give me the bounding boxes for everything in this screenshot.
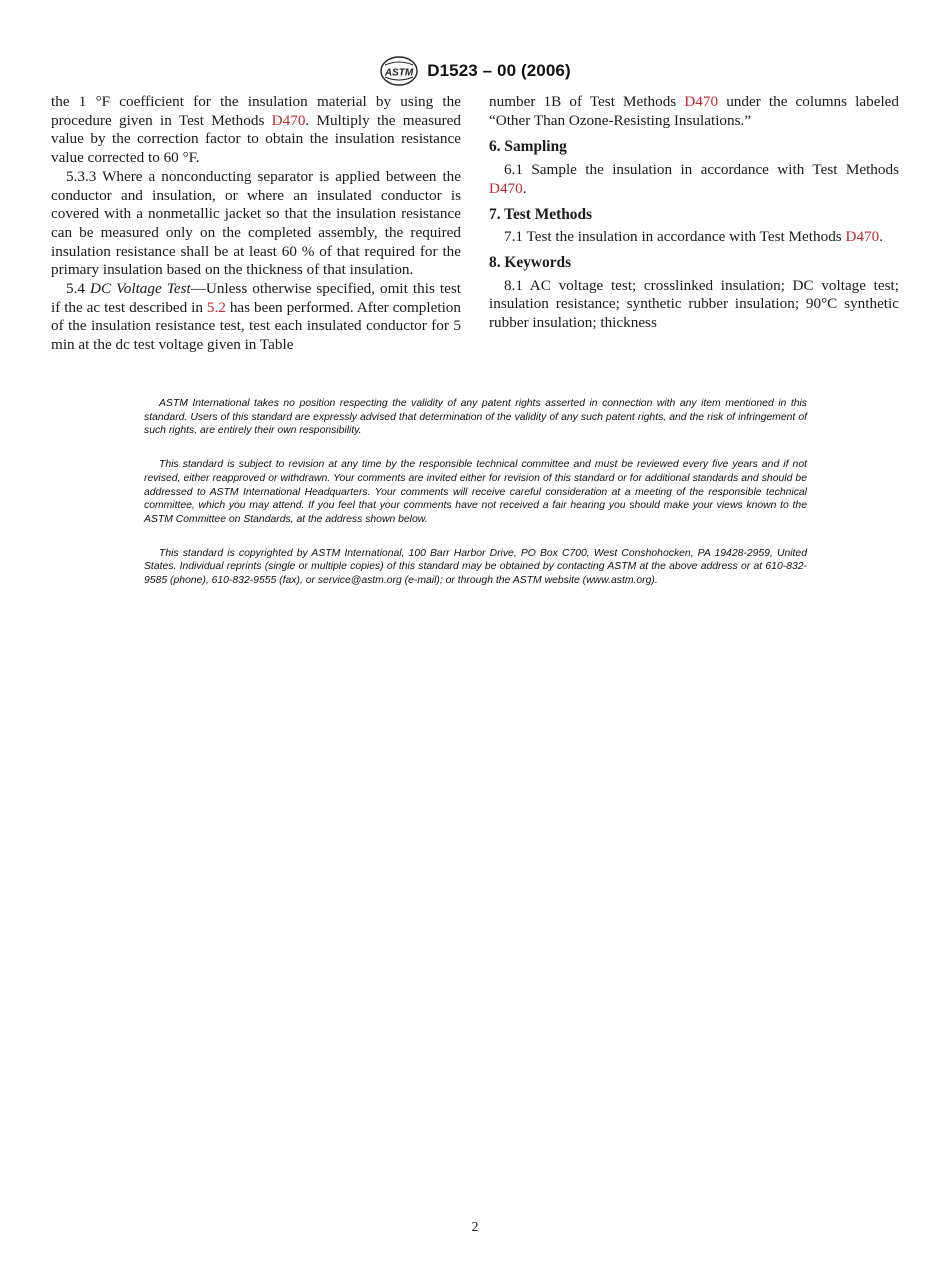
paragraph-5-3-3: 5.3.3 Where a nonconducting separator is applied between the conductor and insulation, or where an insulated conductor is covered with a nonmetallic jacket so that the insulation resistance can be measured only on the completed assembly, the required insulation resistance shall be at least 60 % of that required for the primary insulation based on the thickness of that insulation. [51, 167, 461, 279]
svg-text:ASTM: ASTM [385, 67, 414, 79]
paragraph-5-4: 5.4 DC Voltage Test—Unless otherwise specified, omit this test if the ac test described in 5.2 has been performed. After completion of the insulation resistance test, test each insulated conductor for 5 min at the dc test voltage given in Table [51, 280, 461, 354]
standard-designation: D1523 – 00 (2006) [427, 61, 571, 80]
revision-notice: This standard is subject to revision at any time by the responsible technical committee and must be reviewed every five years and if not revised, either reapproved or withdrawn. Your comments are invited either for revision of this standard or for additional standards and should be addressed to ASTM International Headquarters. Your comments will receive careful consideration at a meeting of the responsible technical committee, which you may attend. If you feel that your comments have not received a fair hearing you should make your views known to the ASTM Committee on Standards, at the address shown below. [144, 459, 807, 525]
section-heading-test-methods: 7. Test Methods [489, 205, 593, 223]
section-heading-sampling: 6. Sampling [489, 138, 567, 156]
paragraph-5-3-2-continued: the 1 °F coefficient for the insulation material by using the procedure given in Test Methods D470. Multiply the measured value by the correction factor to obtain the insulation resistance value corrected to 60 °F. [51, 93, 461, 167]
reference-link-d470[interactable]: D470 [684, 93, 719, 110]
reference-link-d470[interactable]: D470 [489, 179, 523, 197]
dc-voltage-test-title: DC Voltage Test [90, 280, 191, 298]
copyright-notice: This standard is copyrighted by ASTM International, 100 Barr Harbor Drive, PO Box C700, West Conshohocken, PA 19428-2959, United States. Individual reprints (single or multiple copies) of this standard may be obtained by contacting ASTM at the above address or at 610-832-9585 (phone), 610-832-9555 (fax), or service@astm.org (e-mail); or through the ASTM website (www.astm.org). [144, 547, 807, 587]
right-column [489, 93, 899, 333]
paragraph-5-4-continued: number 1B of Test Methods D470 under the columns labeled “Other Than Ozone-Resisting Insulations.” [489, 93, 899, 129]
patent-notice: ASTM International takes no position respecting the validity of any patent rights asserted in connection with any item mentioned in this standard. Users of this standard are expressly advised that determination of the validity of any such patent rights, and the risk of infringement of such rights, are entirely their own responsibility. [144, 398, 807, 437]
page-header [0, 54, 950, 88]
paragraph-7-1: 7.1 Test the insulation in accordance with Test Methods D470. [504, 228, 884, 246]
section-heading-keywords: 8. Keywords [489, 253, 572, 271]
astm-logo-icon [379, 55, 419, 87]
left-column [51, 93, 461, 355]
reference-link-d470[interactable]: D470 [271, 111, 306, 129]
legal-notices [144, 397, 807, 608]
reference-link-d470[interactable]: D470 [845, 228, 880, 246]
paragraph-8-1: 8.1 AC voltage test; crosslinked insulation; DC voltage test; insulation resistance; synthetic rubber insulation; 90°C synthetic rubber insulation; thickness [489, 276, 899, 332]
paragraph-6-1: 6.1 Sample the insulation in accordance with Test Methods D470. [489, 161, 899, 197]
reference-link-5-2[interactable]: 5.2 [206, 298, 226, 316]
page-number: 2 [471, 1220, 479, 1235]
